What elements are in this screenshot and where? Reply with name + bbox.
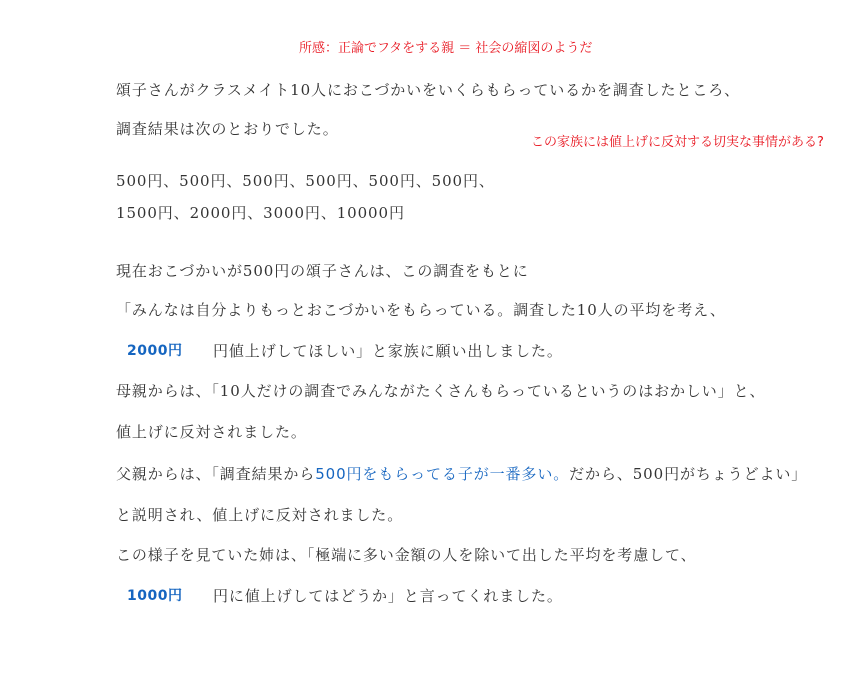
annotation-side: この家族には値上げに反対する切実な事情がある? <box>531 135 824 150</box>
answer-trimmed-mean: 1000円 <box>127 588 183 604</box>
answer-mode: 500円をもらってる子が一番多い。 <box>315 465 570 483</box>
text-line-8: 母親からは、「10人だけの調査でみんながたくさんもらっているというのはおかしい」と、 <box>116 382 766 400</box>
data-values-line-2: 1500円、2000円、3000円、10000円 <box>116 204 405 222</box>
annotation-top: 所感：正論でフタをする親 ＝ 社会の縮図のようだ <box>299 41 593 56</box>
text-line-10 <box>116 464 807 484</box>
text-line-10-start: 父親からは、「調査結果から <box>116 465 316 483</box>
answer-average: 2000円 <box>127 343 183 359</box>
text-line-7: 円値上げしてほしい」と家族に願い出しました。 <box>213 342 563 360</box>
text-line-2: 調査結果は次のとおりでした。 <box>116 120 339 138</box>
text-line-9: 値上げに反対されました。 <box>116 423 307 441</box>
text-line-6: 「みんなは自分よりもっとおこづかいをもらっている。調査した10人の平均を考え、 <box>116 301 726 319</box>
text-line-11: と説明され、値上げに反対されました。 <box>116 506 404 524</box>
text-line-5: 現在おこづかいが500円の頌子さんは、この調査をもとに <box>116 262 529 280</box>
data-values-line-1: 500円、500円、500円、500円、500円、500円、 <box>116 172 495 190</box>
text-line-1: 頌子さんがクラスメイト10人におこづかいをいくらもらっているかを調査したところ、 <box>116 81 741 99</box>
text-line-13: 円に値上げしてはどうか」と言ってくれました。 <box>213 587 563 605</box>
text-line-12: この様子を見ていた姉は、「極端に多い金額の人を除いて出した平均を考慮して、 <box>116 546 697 564</box>
text-line-10-end: だから、500円がちょうどよい」 <box>569 465 808 483</box>
